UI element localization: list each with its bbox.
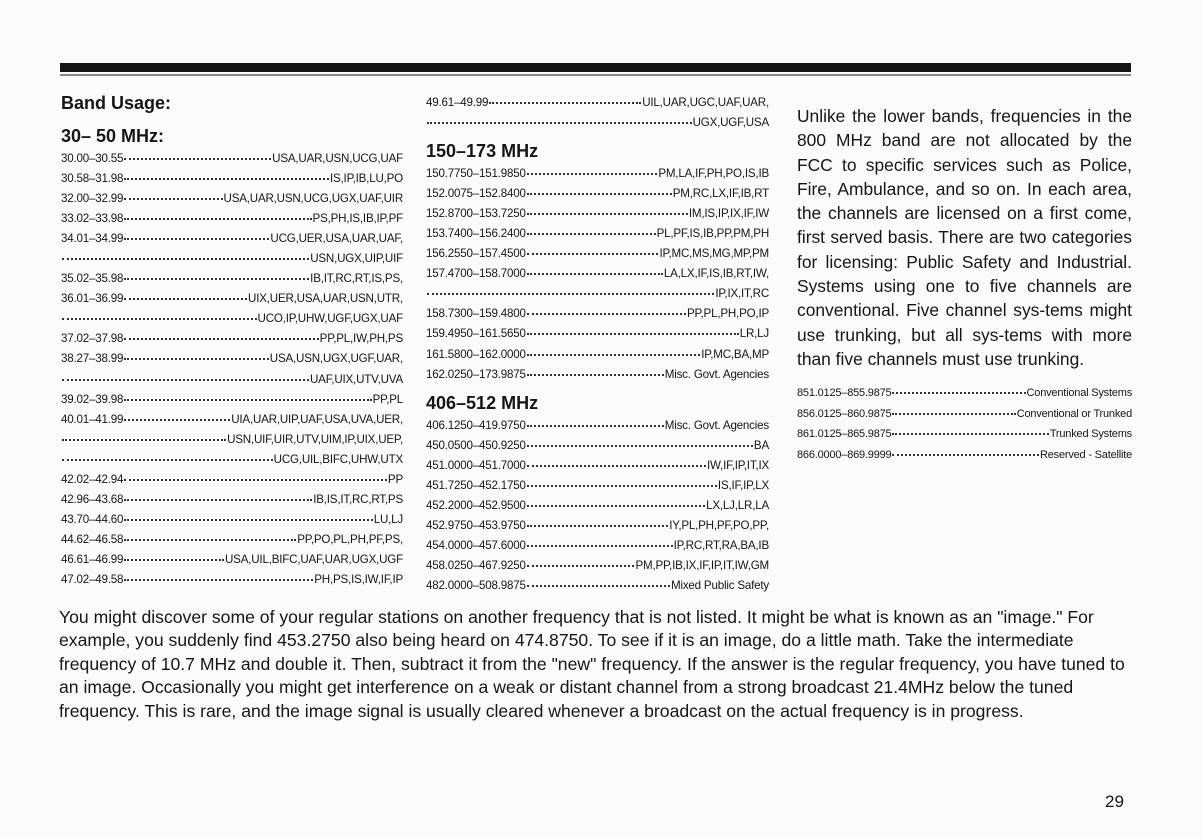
frequency-row bbox=[426, 515, 769, 535]
dot-leader bbox=[62, 246, 309, 260]
dot-leader bbox=[527, 513, 669, 527]
frequency-row bbox=[426, 203, 769, 223]
service-codes: IS,IF,IP,LX bbox=[717, 478, 769, 492]
service-codes: USA,UIL,BIFC,UAF,UAR,UGX,UGF bbox=[225, 552, 403, 566]
frequency-range: 150.7750–151.9850 bbox=[426, 167, 526, 181]
frequency-range: 158.7300–159.4800 bbox=[426, 307, 526, 321]
service-codes: PL,PF,IS,IB,PP,PM,PH bbox=[656, 227, 769, 241]
dot-leader bbox=[124, 407, 230, 421]
frequency-range: 406.1250–419.9750 bbox=[426, 418, 526, 432]
frequency-range: 47.02–49.58 bbox=[61, 572, 124, 586]
frequency-range: 39.02–39.98 bbox=[61, 392, 124, 406]
dot-leader bbox=[124, 266, 309, 280]
service-codes: UCG,UIL,BIFC,UHW,UTX bbox=[273, 452, 403, 466]
frequency-row bbox=[426, 112, 769, 132]
band-heading-150-173: 150–173 MHz bbox=[426, 141, 539, 162]
frequency-range: 452.9750–453.9750 bbox=[426, 518, 526, 532]
frequency-row bbox=[61, 228, 403, 248]
dot-leader bbox=[124, 387, 371, 401]
frequency-row bbox=[61, 529, 403, 549]
frequency-row bbox=[426, 535, 769, 555]
frequency-range: 157.4700–158.7000 bbox=[426, 267, 526, 281]
dot-leader bbox=[527, 493, 705, 507]
frequency-row bbox=[426, 455, 769, 475]
frequency-range: 36.01–36.99 bbox=[61, 292, 124, 306]
dot-leader bbox=[527, 453, 706, 467]
service-codes: USN,UIF,UIR,UTV,UIM,IP,UIX,UEP, bbox=[227, 432, 403, 446]
frequency-range: 40.01–41.99 bbox=[61, 412, 124, 426]
dot-leader bbox=[527, 201, 688, 215]
dot-leader bbox=[62, 447, 273, 461]
dot-leader bbox=[62, 367, 309, 381]
frequency-range: 38.27–38.99 bbox=[61, 352, 124, 366]
service-codes: Reserved - Satellite bbox=[1040, 449, 1132, 462]
frequency-range: 33.02–33.98 bbox=[61, 212, 124, 226]
frequency-row bbox=[426, 163, 769, 183]
service-codes: Conventional Systems bbox=[1026, 387, 1132, 400]
dot-leader bbox=[124, 567, 313, 581]
service-codes: UIL,UAR,UGC,UAF,UAR, bbox=[642, 96, 769, 109]
dot-leader bbox=[892, 401, 1015, 415]
dot-leader bbox=[124, 206, 311, 220]
frequency-row bbox=[426, 495, 769, 515]
frequency-row bbox=[61, 208, 403, 228]
service-codes: LX,LJ,LR,LA bbox=[706, 498, 769, 512]
service-codes: UIA,UAR,UIP,UAF,USA,UVA,UER, bbox=[231, 412, 403, 426]
frequency-range: 451.0000–451.7000 bbox=[426, 458, 526, 472]
frequency-range: 450.0500–450.9250 bbox=[426, 438, 526, 452]
frequency-row bbox=[426, 223, 769, 243]
frequency-range: 156.2550–157.4500 bbox=[426, 247, 526, 261]
service-codes: BA bbox=[753, 438, 769, 452]
frequency-row bbox=[61, 549, 403, 569]
service-codes: Trunked Systems bbox=[1049, 428, 1132, 441]
frequency-row bbox=[797, 423, 1132, 444]
dot-leader bbox=[124, 467, 387, 481]
service-codes: UIX,UER,USA,UAR,USN,UTR, bbox=[248, 292, 403, 306]
frequency-row bbox=[426, 243, 769, 263]
frequency-row bbox=[426, 364, 769, 384]
frequency-row bbox=[426, 183, 769, 203]
band-heading-406-512: 406–512 MHz bbox=[426, 392, 539, 413]
dot-leader bbox=[124, 146, 271, 160]
service-codes: IP,RC,RT,RA,BA,IB bbox=[673, 538, 769, 552]
band-heading-30-50: 30– 50 MHz: bbox=[61, 126, 165, 146]
dot-leader bbox=[527, 301, 686, 315]
frequency-row bbox=[426, 475, 769, 495]
dot-leader bbox=[124, 547, 224, 561]
dot-leader bbox=[427, 281, 714, 295]
dot-leader bbox=[124, 346, 269, 360]
service-codes: IM,IS,IP,IX,IF,IW bbox=[688, 207, 769, 221]
frequency-row bbox=[61, 569, 403, 589]
frequency-row bbox=[61, 188, 403, 208]
service-codes: IW,IF,IP,IT,IX bbox=[706, 458, 769, 472]
frequency-row bbox=[426, 303, 769, 323]
frequency-range: 42.02–42.94 bbox=[61, 472, 124, 486]
frequency-row bbox=[61, 268, 403, 288]
service-codes: PP,PL,IW,PH,PS bbox=[319, 332, 403, 346]
dot-leader bbox=[124, 286, 247, 300]
service-codes: Conventional or Trunked bbox=[1016, 407, 1132, 420]
frequency-row bbox=[426, 575, 769, 595]
dot-leader bbox=[527, 573, 670, 587]
frequency-range: 452.2000–452.9500 bbox=[426, 498, 526, 512]
dot-leader bbox=[527, 553, 635, 567]
frequency-row bbox=[61, 369, 403, 389]
service-codes: IY,PL,PH,PF,PO,PP, bbox=[669, 518, 769, 532]
frequency-row bbox=[61, 288, 403, 308]
band-usage-column-1 bbox=[61, 92, 403, 589]
dot-leader bbox=[527, 342, 700, 356]
band-406-512-list bbox=[426, 415, 769, 595]
frequency-range: 861.0125–865.9875 bbox=[797, 428, 892, 441]
frequency-range: 152.0075–152.8400 bbox=[426, 187, 526, 201]
band-800-column bbox=[797, 92, 1132, 465]
service-codes: PP,PL,PH,PO,IP bbox=[686, 307, 769, 321]
dot-leader bbox=[527, 433, 753, 447]
service-codes: PM,PP,IB,IX,IF,IP,IT,IW,GM bbox=[635, 558, 769, 572]
frequency-row bbox=[61, 389, 403, 409]
dot-leader bbox=[892, 380, 1025, 394]
frequency-row bbox=[61, 328, 403, 348]
frequency-range: 35.02–35.98 bbox=[61, 272, 124, 286]
frequency-row bbox=[426, 263, 769, 283]
frequency-range: 866.0000–869.9999 bbox=[797, 449, 892, 462]
service-codes: PM,LA,IF,PH,PO,IS,IB bbox=[658, 167, 769, 181]
frequency-row bbox=[61, 409, 403, 429]
dot-leader bbox=[124, 326, 318, 340]
frequency-range: 153.7400–156.2400 bbox=[426, 227, 526, 241]
frequency-range: 152.8700–153.7250 bbox=[426, 207, 526, 221]
dot-leader bbox=[527, 362, 664, 376]
service-codes: UCO,IP,UHW,UGF,UGX,UAF bbox=[257, 312, 403, 326]
frequency-range: 482.0000–508.9875 bbox=[426, 578, 526, 592]
service-codes: IB,IS,IT,RC,RT,PS bbox=[313, 492, 403, 506]
header-rule-shadow bbox=[60, 74, 1131, 76]
service-codes: LU,LJ bbox=[373, 512, 403, 526]
service-codes: USA,USN,UGX,UGF,UAR, bbox=[269, 352, 403, 366]
dot-leader bbox=[527, 241, 659, 255]
service-codes: PP,PL bbox=[372, 392, 403, 406]
frequency-row bbox=[426, 344, 769, 364]
frequency-range: 856.0125–860.9875 bbox=[797, 407, 892, 420]
frequency-row bbox=[797, 403, 1132, 424]
dot-leader bbox=[527, 181, 672, 195]
frequency-range: 159.4950–161.5650 bbox=[426, 327, 526, 341]
frequency-row bbox=[61, 308, 403, 328]
frequency-row bbox=[426, 435, 769, 455]
frequency-row bbox=[61, 168, 403, 188]
frequency-range: 162.0250–173.9875 bbox=[426, 367, 526, 381]
frequency-row bbox=[426, 283, 769, 303]
frequency-row bbox=[426, 92, 769, 112]
frequency-row bbox=[61, 489, 403, 509]
band-usage-column-2 bbox=[426, 92, 769, 595]
service-codes: PM,RC,LX,IF,IB,RT bbox=[672, 187, 769, 201]
dot-leader bbox=[62, 306, 257, 320]
frequency-range: 44.62–46.58 bbox=[61, 532, 124, 546]
service-codes: LR,LJ bbox=[739, 327, 769, 341]
dot-leader bbox=[527, 321, 739, 335]
dot-leader bbox=[892, 442, 1039, 456]
frequency-range: 34.01–34.99 bbox=[61, 232, 124, 246]
frequency-row bbox=[61, 449, 403, 469]
frequency-row bbox=[426, 415, 769, 435]
frequency-range: 32.00–32.99 bbox=[61, 192, 124, 206]
service-codes: UGX,UGF,USA bbox=[692, 116, 769, 130]
service-codes: PS,PH,IS,IB,IP,PF bbox=[312, 212, 403, 226]
frequency-row bbox=[61, 469, 403, 489]
800mhz-explanation: Unlike the lower bands, frequencies in the 800 MHz band are not allocated by the FCC to specific services such as Police, Fire, Ambulance, and so on. In each area, the channels are licensed on a first come, first served basis. There are two categories for licensing: Public Safety and Industrial. Systems using one to five channels are conventional. Five channel sys-tems might use trunking, but all sys-tems with more than five channels must use trunking. bbox=[797, 106, 1132, 369]
service-codes: LA,LX,IF,IS,IB,RT,IW, bbox=[663, 267, 769, 281]
frequency-row bbox=[61, 148, 403, 168]
service-codes: PP bbox=[387, 472, 403, 486]
dot-leader bbox=[124, 527, 296, 541]
band-usage-title: Band Usage: bbox=[61, 93, 172, 113]
dot-leader bbox=[527, 473, 717, 487]
service-codes: Misc. Govt. Agencies bbox=[664, 367, 769, 381]
dot-leader bbox=[124, 166, 329, 180]
service-codes: USA,UAR,USN,UCG,UGX,UAF,UIR bbox=[223, 192, 403, 206]
frequency-range: 30.00–30.55 bbox=[61, 152, 124, 165]
frequency-range: 851.0125–855.9875 bbox=[797, 387, 892, 400]
service-codes: IP,MC,MS,MG,MP,PM bbox=[659, 247, 769, 261]
dot-leader bbox=[892, 421, 1048, 435]
service-codes: IB,IT,RC,RT,IS,PS, bbox=[310, 272, 403, 286]
band-800-list bbox=[797, 382, 1132, 464]
service-codes: UCG,UER,USA,UAR,UAF, bbox=[270, 232, 403, 246]
dot-leader bbox=[124, 226, 269, 240]
frequency-range: 43.70–44.60 bbox=[61, 512, 124, 526]
service-codes: Misc. Govt. Agencies bbox=[664, 418, 769, 432]
frequency-range: 451.7250–452.1750 bbox=[426, 478, 526, 492]
band-30-50-list bbox=[61, 148, 403, 589]
frequency-range: 454.0000–457.6000 bbox=[426, 538, 526, 552]
band-150-173-list bbox=[426, 163, 769, 384]
service-codes: IP,MC,BA,MP bbox=[701, 347, 769, 361]
page-number: 29 bbox=[1105, 792, 1124, 811]
dot-leader bbox=[427, 110, 692, 124]
image-frequency-paragraph: You might discover some of your regular stations on another frequency that is not listed. It might be what is known as an "image." For example, you suddenly find 453.2750 also being heard on 474.8750. To see if it is an image, do a little math. Take the intermediate frequency of 10.7 MHz and double it. Then, subtract it from the "new" frequency. If the answer is the regular frequency, you have tuned to an image. Occasionally you might get interference on a weak or distant channel from a strong broadcast 21.4MHz below the tuned frequency. This is rare, and the image signal is usually cleared whenever a broadcast on the actual frequency is in progress. bbox=[59, 607, 1125, 721]
frequency-row bbox=[61, 509, 403, 529]
dot-leader bbox=[124, 186, 222, 200]
dot-leader bbox=[527, 533, 673, 547]
service-codes: IS,IP,IB,LU,PO bbox=[329, 172, 403, 186]
frequency-row bbox=[61, 248, 403, 268]
dot-leader bbox=[527, 261, 663, 275]
dot-leader bbox=[124, 507, 372, 521]
frequency-row bbox=[426, 323, 769, 343]
dot-leader bbox=[527, 221, 656, 235]
frequency-row bbox=[61, 348, 403, 368]
dot-leader bbox=[527, 161, 658, 175]
frequency-range: 46.61–46.99 bbox=[61, 552, 124, 566]
frequency-row bbox=[797, 382, 1132, 403]
frequency-range: 42.96–43.68 bbox=[61, 492, 124, 506]
band-30-50-list-continued bbox=[426, 92, 769, 132]
dot-leader bbox=[62, 427, 226, 441]
service-codes: PP,PO,PL,PH,PF,PS, bbox=[297, 532, 403, 546]
frequency-range: 30.58–31.98 bbox=[61, 172, 124, 186]
header-rule bbox=[60, 63, 1131, 72]
service-codes: UAF,UIX,UTV,UVA bbox=[310, 372, 403, 386]
service-codes: USN,UGX,UIP,UIF bbox=[310, 252, 403, 266]
service-codes: IP,IX,IT,RC bbox=[715, 287, 769, 301]
frequency-range: 458.0250–467.9250 bbox=[426, 558, 526, 572]
service-codes: PH,PS,IS,IW,IF,IP bbox=[314, 572, 403, 586]
frequency-row bbox=[426, 555, 769, 575]
frequency-row bbox=[61, 429, 403, 449]
frequency-row bbox=[797, 444, 1132, 465]
dot-leader bbox=[489, 90, 641, 104]
service-codes: USA,UAR,USN,UCG,UAF bbox=[272, 152, 403, 165]
frequency-range: 37.02–37.98 bbox=[61, 332, 124, 346]
frequency-range: 49.61–49.99 bbox=[426, 96, 489, 109]
frequency-range: 161.5800–162.0000 bbox=[426, 347, 526, 361]
dot-leader bbox=[124, 487, 312, 501]
service-codes: Mixed Public Safety bbox=[670, 578, 769, 592]
dot-leader bbox=[527, 413, 664, 427]
